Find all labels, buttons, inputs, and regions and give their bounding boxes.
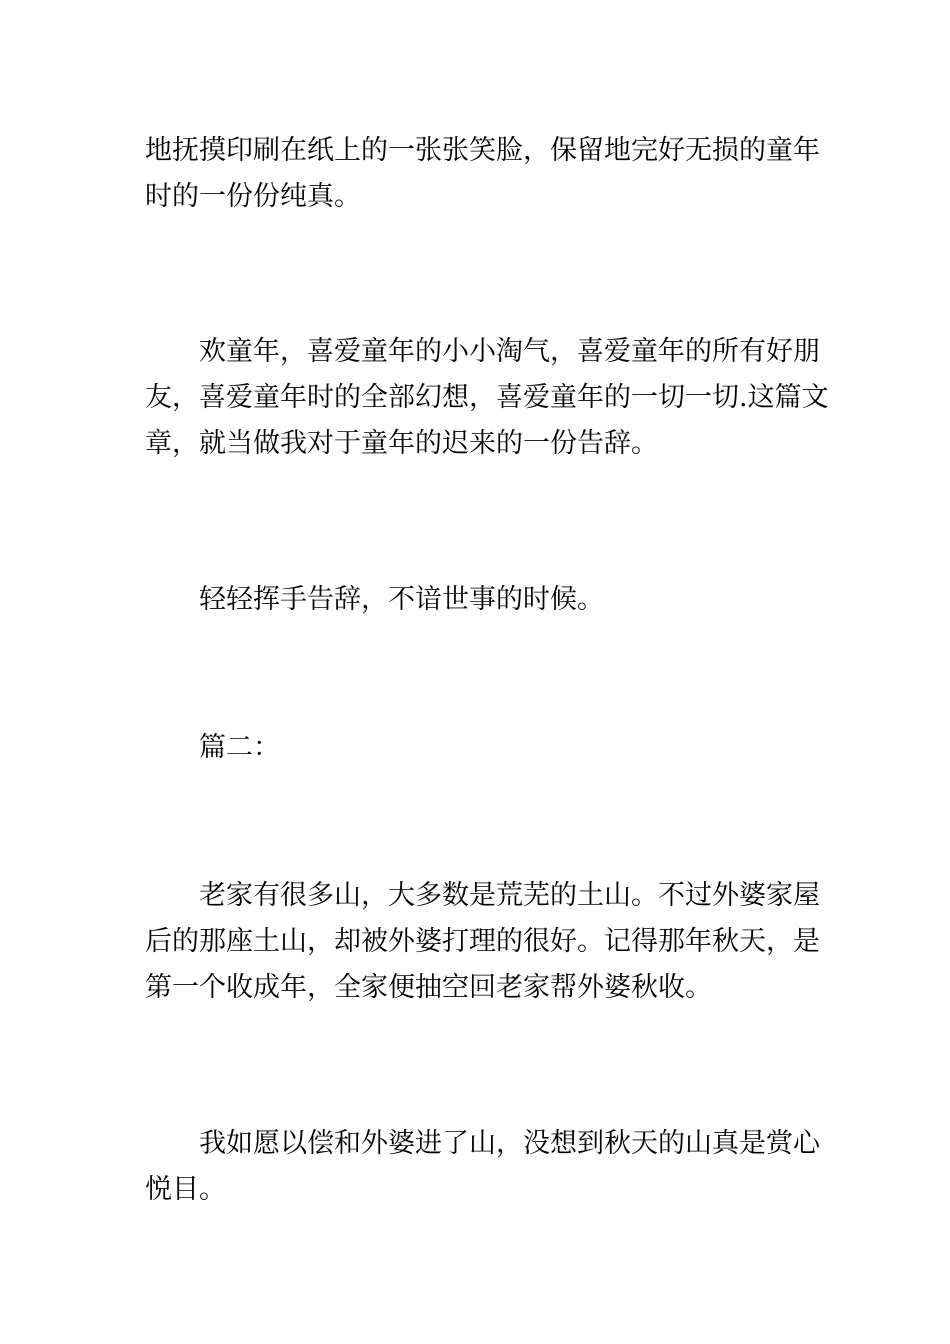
text-line: 我如愿以偿和外婆进了山，没想到秋天的山真是赏心 [199,1128,820,1159]
text-line: 地抚摸印刷在纸上的一张张笑脸，保留地完好无损的童年 [145,135,820,166]
text-line: 轻轻挥手告辞，不谙世事的时候。 [199,584,604,615]
section-heading [145,725,815,771]
text-line: 后的那座土山，却被外婆打理的很好。记得那年秋天，是 [145,926,820,957]
paragraph-autumn-mountain [145,1121,820,1213]
text-line: 时的一份份纯真。 [145,181,361,212]
text-line: 友，喜爱童年时的全部幻想，喜爱童年的一切一切.这篇文 [145,382,829,413]
paragraph-hometown-hills [145,873,820,1011]
text-line: 篇二： [199,732,280,763]
paragraph-wave-goodbye [145,577,815,623]
text-line: 老家有很多山，大多数是荒芜的土山。不过外婆家屋 [199,880,820,911]
paragraph-childhood-farewell [145,329,829,467]
paragraph-continuation [145,128,820,220]
text-line: 悦目。 [145,1174,226,1205]
text-line: 第一个收成年，全家便抽空回老家帮外婆秋收。 [145,972,712,1003]
text-line: 章，就当做我对于童年的迟来的一份告辞。 [145,428,658,459]
text-line: 欢童年，喜爱童年的小小淘气，喜爱童年的所有好朋 [199,336,820,367]
